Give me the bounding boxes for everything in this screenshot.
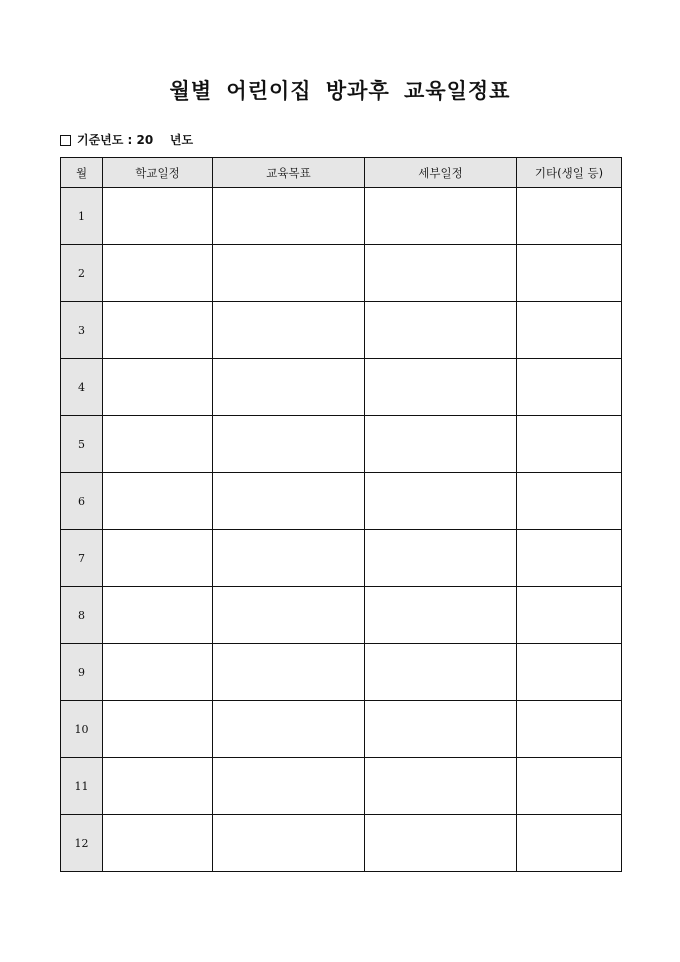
education-goal-cell[interactable] [213, 815, 365, 872]
etc-cell[interactable] [517, 302, 622, 359]
table-row [61, 188, 622, 245]
education-goal-cell[interactable] [213, 644, 365, 701]
etc-cell[interactable] [517, 815, 622, 872]
detailed-schedule-cell[interactable] [365, 359, 517, 416]
table-row [61, 302, 622, 359]
etc-cell[interactable] [517, 188, 622, 245]
detailed-schedule-cell[interactable] [365, 644, 517, 701]
month-cell: 10 [61, 701, 103, 758]
month-cell: 4 [61, 359, 103, 416]
education-goal-cell[interactable] [213, 245, 365, 302]
education-goal-cell[interactable] [213, 587, 365, 644]
school-schedule-cell[interactable] [103, 644, 213, 701]
school-schedule-cell[interactable] [103, 815, 213, 872]
table-row [61, 530, 622, 587]
header-row [61, 158, 622, 188]
table-row [61, 815, 622, 872]
month-cell: 8 [61, 587, 103, 644]
detailed-schedule-cell[interactable] [365, 188, 517, 245]
month-cell: 11 [61, 758, 103, 815]
school-schedule-cell[interactable] [103, 245, 213, 302]
school-schedule-cell[interactable] [103, 473, 213, 530]
school-schedule-cell[interactable] [103, 587, 213, 644]
etc-cell[interactable] [517, 758, 622, 815]
month-cell: 6 [61, 473, 103, 530]
month-cell: 9 [61, 644, 103, 701]
education-goal-cell[interactable] [213, 188, 365, 245]
education-goal-cell[interactable] [213, 416, 365, 473]
school-schedule-cell[interactable] [103, 188, 213, 245]
table-row [61, 644, 622, 701]
schedule-table [60, 157, 622, 872]
checkbox-icon [60, 135, 71, 146]
etc-cell[interactable] [517, 701, 622, 758]
education-goal-cell[interactable] [213, 473, 365, 530]
etc-cell[interactable] [517, 359, 622, 416]
header-etc: 기타(생일 등) [517, 158, 622, 188]
table-row [61, 758, 622, 815]
school-schedule-cell[interactable] [103, 758, 213, 815]
header-school-schedule: 학교일정 [103, 158, 213, 188]
school-schedule-cell[interactable] [103, 530, 213, 587]
education-goal-cell[interactable] [213, 758, 365, 815]
table-row [61, 359, 622, 416]
base-year-label: 기준년도 : 20 년도 [77, 133, 194, 147]
table-row [61, 245, 622, 302]
education-goal-cell[interactable] [213, 530, 365, 587]
etc-cell[interactable] [517, 530, 622, 587]
detailed-schedule-cell[interactable] [365, 815, 517, 872]
etc-cell[interactable] [517, 416, 622, 473]
detailed-schedule-cell[interactable] [365, 758, 517, 815]
header-detailed-schedule: 세부일정 [365, 158, 517, 188]
etc-cell[interactable] [517, 473, 622, 530]
header-month: 월 [61, 158, 103, 188]
etc-cell[interactable] [517, 644, 622, 701]
education-goal-cell[interactable] [213, 359, 365, 416]
month-cell: 2 [61, 245, 103, 302]
month-cell: 5 [61, 416, 103, 473]
header-education-goal: 교육목표 [213, 158, 365, 188]
detailed-schedule-cell[interactable] [365, 530, 517, 587]
etc-cell[interactable] [517, 245, 622, 302]
page-title: 월별 어린이집 방과후 교육일정표 [169, 78, 511, 103]
school-schedule-cell[interactable] [103, 359, 213, 416]
month-cell: 7 [61, 530, 103, 587]
detailed-schedule-cell[interactable] [365, 587, 517, 644]
school-schedule-cell[interactable] [103, 701, 213, 758]
etc-cell[interactable] [517, 587, 622, 644]
detailed-schedule-cell[interactable] [365, 245, 517, 302]
table-row [61, 701, 622, 758]
table-row [61, 587, 622, 644]
detailed-schedule-cell[interactable] [365, 302, 517, 359]
detailed-schedule-cell[interactable] [365, 473, 517, 530]
detailed-schedule-cell[interactable] [365, 701, 517, 758]
month-cell: 3 [61, 302, 103, 359]
detailed-schedule-cell[interactable] [365, 416, 517, 473]
table-row [61, 473, 622, 530]
table-row [61, 416, 622, 473]
education-goal-cell[interactable] [213, 302, 365, 359]
school-schedule-cell[interactable] [103, 302, 213, 359]
school-schedule-cell[interactable] [103, 416, 213, 473]
month-cell: 1 [61, 188, 103, 245]
education-goal-cell[interactable] [213, 701, 365, 758]
month-cell: 12 [61, 815, 103, 872]
base-year-line [60, 132, 193, 148]
